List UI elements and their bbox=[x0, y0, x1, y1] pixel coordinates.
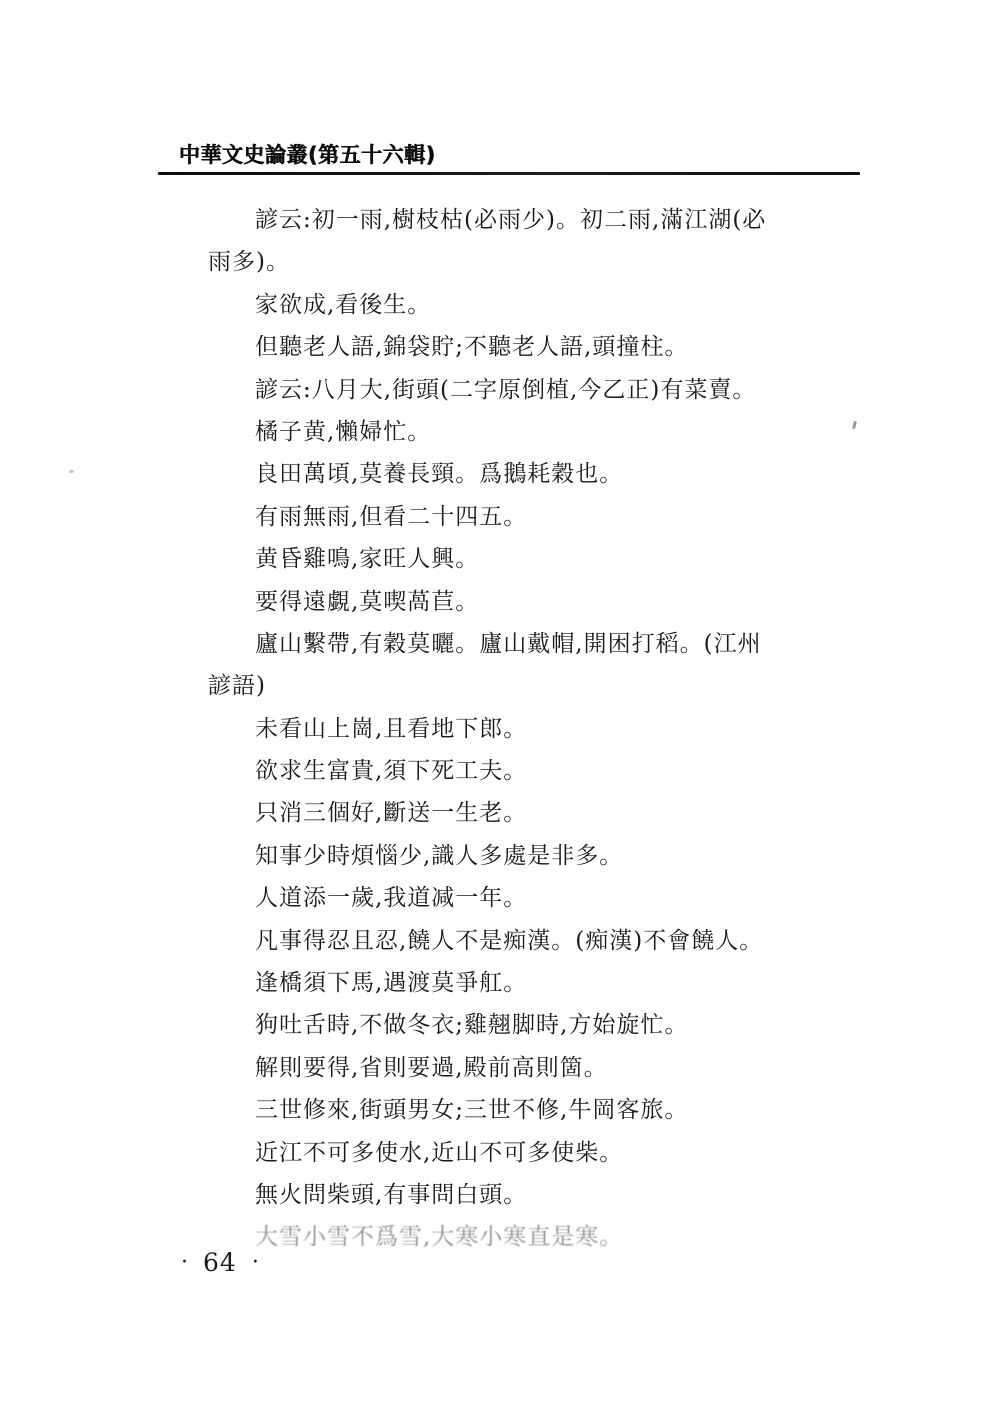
text-line: 欲求生富貴,須下死工夫。 bbox=[255, 758, 528, 785]
text-line: 家欲成,看後生。 bbox=[255, 291, 432, 318]
running-header-title: 中華文史論叢(第五十六輯) bbox=[179, 143, 436, 167]
page-number: 64 bbox=[203, 1248, 237, 1277]
text-line: 解則要得,省則要過,殿前高則箇。 bbox=[255, 1054, 608, 1081]
footer-right-dot: · bbox=[251, 1249, 259, 1275]
text-line: 但聽老人語,錦袋貯;不聽老人語,頭撞柱。 bbox=[255, 334, 689, 361]
scan-speck bbox=[69, 470, 74, 473]
text-line: 知事少時煩惱少,識人多處是非多。 bbox=[255, 842, 624, 869]
text-line: 狗吐舌時,不做冬衣;雞翹脚時,方始旋忙。 bbox=[255, 1012, 689, 1039]
header-rule bbox=[158, 172, 860, 175]
text-line: 諺云:八月大,街頭(二字原倒植,今乙正)有菜賣。 bbox=[255, 376, 757, 403]
text-line: 橘子黄,懶婦忙。 bbox=[255, 418, 432, 445]
text-body bbox=[208, 199, 868, 1259]
text-line: 凡事得忍且忍,饒人不是痴漢。(痴漢)不會饒人。 bbox=[255, 927, 764, 954]
text-line: 諺云:初一雨,樹枝枯(必雨少)。初二雨,滿江湖(必 bbox=[255, 207, 767, 233]
text-line: 黄昏雞鳴,家旺人興。 bbox=[255, 546, 480, 573]
text-line: 良田萬頃,莫養長頸。爲鵝耗穀也。 bbox=[255, 461, 624, 488]
text-line: 諺語) bbox=[208, 673, 266, 700]
text-line: 未看山上崗,且看地下郎。 bbox=[255, 715, 528, 742]
text-line: 要得遠覷,莫喫萵苣。 bbox=[255, 588, 480, 615]
text-line: 有雨無雨,但看二十四五。 bbox=[255, 503, 528, 530]
text-line: 近江不可多使水,近山不可多使柴。 bbox=[255, 1139, 624, 1166]
text-line: 只消三個好,斷送一生老。 bbox=[255, 800, 528, 827]
page-footer bbox=[181, 1248, 259, 1277]
text-line: 廬山繫帶,有穀莫曬。廬山戴帽,開困打稻。(江州 bbox=[255, 630, 762, 657]
text-line: 雨多)。 bbox=[208, 249, 290, 276]
text-line: 大雪小雪不爲雪,大寒小寒直是寒。 bbox=[255, 1224, 624, 1251]
text-line: 無火問柴頭,有事問白頭。 bbox=[255, 1181, 528, 1208]
text-line: 逢橋須下馬,遇渡莫爭舡。 bbox=[255, 970, 528, 997]
text-line: 人道添一歲,我道减一年。 bbox=[255, 885, 528, 912]
footer-left-dot: · bbox=[181, 1249, 188, 1275]
text-line: 三世修來,街頭男女;三世不修,牛岡客旅。 bbox=[255, 1097, 689, 1124]
